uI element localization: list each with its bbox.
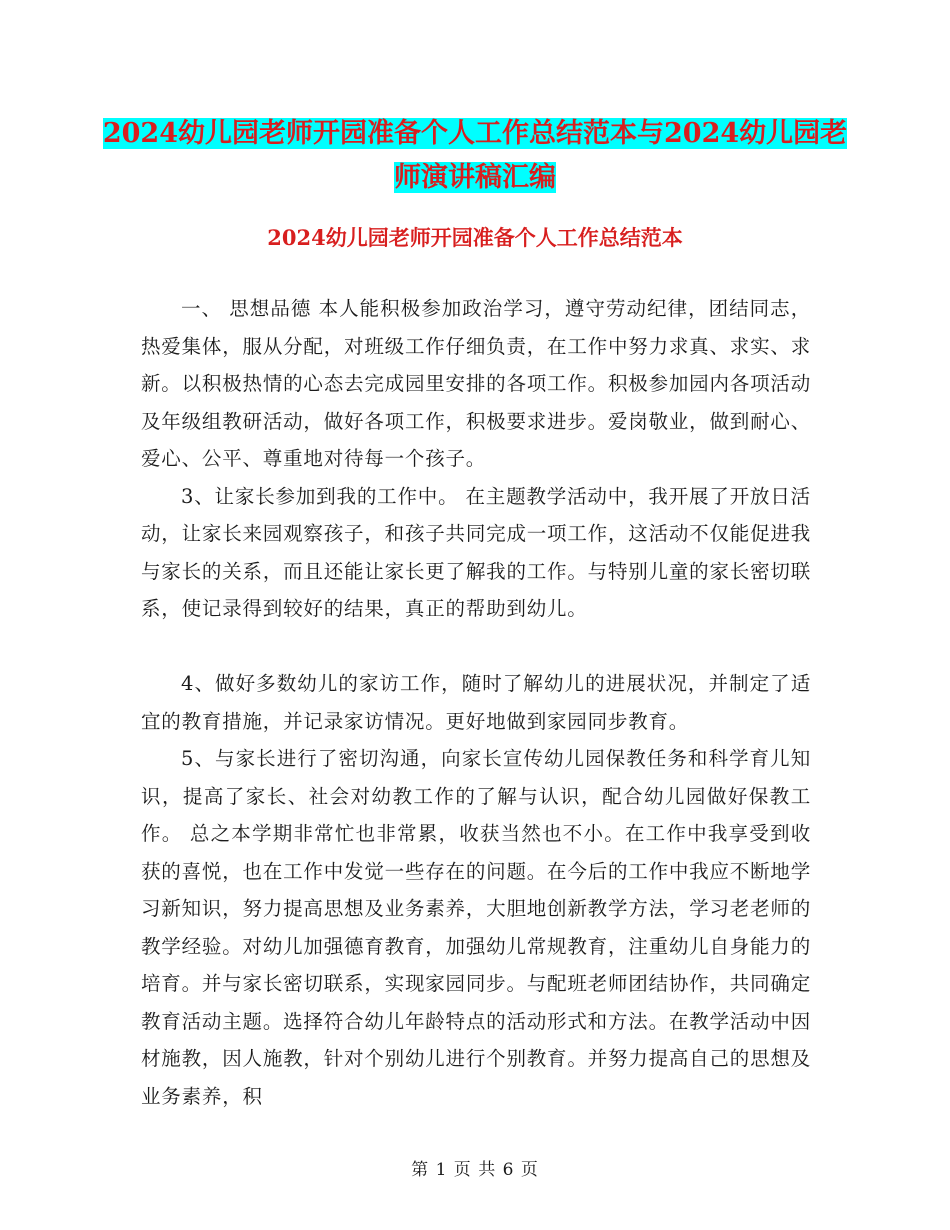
paragraph-1: 一、 思想品德 本人能积极参加政治学习，遵守劳动纪律，团结同志，热爱集体，服从分配，对班级工作仔细负责，在工作中努力求真、求实、求新。以积极热情的心态去完成园里安排的各项工作。积极参加园内各项活动及年级组教研活动，做好各项工作，积极要求进步。爱岗敬业，做到耐心、爱心、公平、尊重地对待每一个孩子。 <box>141 297 811 470</box>
paragraph-2: 3、让家长参加到我的工作中。 在主题教学活动中，我开展了开放日活动，让家长来园观察孩子，和孩子共同完成一项工作，这活动不仅能促进我与家长的关系，而且还能让家长更了解我的工作。与特别儿童的家长密切联系，使记录得到较好的结果，真正的帮助到幼儿。 <box>141 484 811 620</box>
document-body <box>141 290 811 1115</box>
document-title <box>100 112 850 200</box>
section-heading: 2024幼儿园老师开园准备个人工作总结范本 <box>267 225 683 250</box>
document-title-text: 2024幼儿园老师开园准备个人工作总结范本与2024幼儿园老师演讲稿汇编 <box>102 118 848 193</box>
paragraph-4: 5、与家长进行了密切沟通，向家长宣传幼儿园保教任务和科学育儿知识，提高了家长、社会对幼教工作的了解与认识，配合幼儿园做好保教工作。 总之本学期非常忙也非常累，收获当然也不小。在工作中我享受到收获的喜悦，也在工作中发觉一些存在的问题。在今后的工作中我应不断地学习新知识，努力提高思想及业务素养，大胆地创新教学方法，学习老老师的教学经验。对幼儿加强德育教育，加强幼儿常规教育，注重幼儿自身能力的培育。并与家长密切联系，实现家园同步。与配班老师团结协作，共同确定教育活动主题。选择符合幼儿年龄特点的活动形式和方法。在教学活动中因材施教，因人施教，针对个别幼儿进行个别教育。并努力提高自己的思想及业务素养，积 <box>141 747 811 1108</box>
paragraph-3: 4、做好多数幼儿的家访工作，随时了解幼儿的进展状况，并制定了适宜的教育措施，并记录家访情况。更好地做到家园同步教育。 <box>141 672 811 733</box>
page-number: 第 1 页 共 6 页 <box>411 1160 539 1180</box>
